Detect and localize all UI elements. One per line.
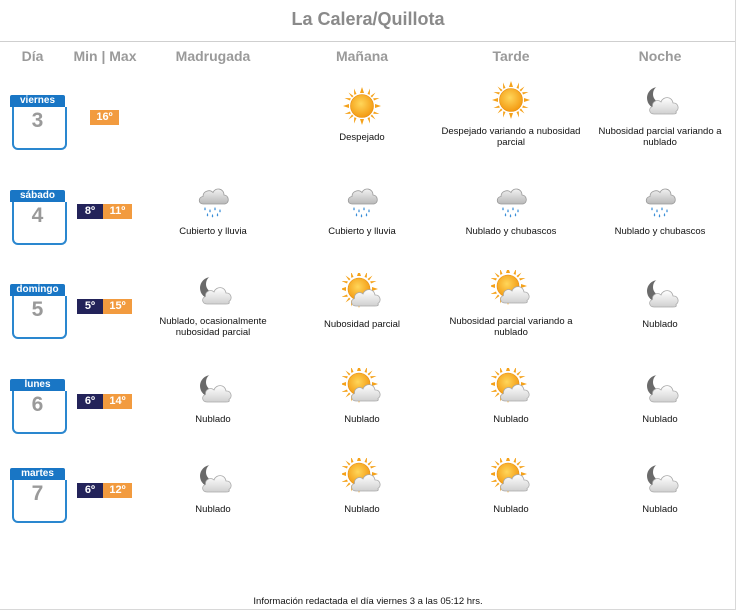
cell-madrugada [138, 180, 288, 237]
condition-text: Nublado, ocasionalmente nubosidad parcial [159, 316, 267, 338]
calendar-weekday: domingo [10, 284, 65, 296]
forecast-row [0, 455, 735, 545]
cell-tarde [436, 80, 586, 148]
moon-cloud-icon [193, 458, 233, 498]
forecast-row [0, 365, 735, 455]
condition-text: Nubosidad parcial variando a nublado [449, 316, 573, 338]
condition-text: Nublado [195, 414, 231, 425]
condition-text: Nublado [642, 319, 678, 330]
cell-tarde [436, 458, 586, 515]
sun-cloud-icon [342, 273, 382, 313]
rain-cloud-icon [193, 180, 233, 220]
temp-max: 12º [103, 483, 132, 498]
header-madrugada: Madrugada [175, 48, 251, 64]
cell-manana [287, 180, 437, 237]
cell-manana [287, 368, 437, 425]
sun-icon [342, 86, 382, 126]
header-manana: Mañana [335, 48, 389, 64]
moon-cloud-icon [640, 458, 680, 498]
cell-noche [585, 368, 735, 425]
cell-tarde [436, 368, 586, 425]
rain-cloud-icon [491, 180, 531, 220]
sun-cloud-icon [491, 368, 531, 408]
cell-madrugada [138, 368, 288, 425]
cell-madrugada [138, 458, 288, 515]
cell-manana [287, 458, 437, 515]
condition-text: Nublado [344, 414, 380, 425]
temp-min: 6º [77, 394, 103, 409]
condition-text: Nubosidad parcial variando a nublado [598, 126, 722, 148]
calendar-weekday: lunes [10, 379, 65, 391]
condition-text: Nublado y chubascos [465, 226, 557, 237]
calendar-date: 7 [31, 482, 44, 505]
temp-min: 8º [77, 204, 103, 219]
temp-min: 6º [77, 483, 103, 498]
sun-cloud-icon [342, 368, 382, 408]
header-noche: Noche [638, 48, 682, 64]
moon-cloud-icon [640, 80, 680, 120]
rain-cloud-icon [342, 180, 382, 220]
cell-noche [585, 458, 735, 515]
condition-text: Cubierto y lluvia [328, 226, 396, 237]
sun-icon [491, 80, 531, 120]
cell-tarde [436, 270, 586, 338]
condition-text: Nublado [344, 504, 380, 515]
calendar-date: 4 [31, 204, 44, 227]
cell-noche [585, 80, 735, 148]
calendar-weekday: martes [10, 468, 65, 480]
forecast-row [0, 270, 735, 360]
forecast-row [0, 80, 735, 170]
calendar-date: 5 [31, 298, 44, 321]
cell-noche [585, 180, 735, 237]
cell-noche [585, 273, 735, 330]
forecast-row [0, 175, 735, 265]
sun-cloud-icon [491, 270, 531, 310]
temp-max: 11º [103, 204, 132, 219]
condition-text: Despejado [339, 132, 385, 143]
cell-madrugada [138, 270, 288, 338]
calendar-date: 3 [31, 109, 44, 132]
page-title: La Calera/Quillota [291, 9, 445, 29]
calendar-weekday: viernes [10, 95, 65, 107]
condition-text: Nublado [642, 504, 678, 515]
condition-text: Despejado variando a nubosidad parcial [441, 126, 581, 148]
cell-tarde [436, 180, 586, 237]
condition-text: Nublado [642, 414, 678, 425]
header-minmax: Min | Max [73, 48, 137, 64]
condition-text: Nublado [195, 504, 231, 515]
footer-note: Información redactada el día viernes 3 a las 05:12 hrs. [253, 596, 483, 607]
header-tarde: Tarde [492, 48, 530, 64]
sun-cloud-icon [491, 458, 531, 498]
sun-cloud-icon [342, 458, 382, 498]
calendar-date: 6 [31, 393, 44, 416]
moon-cloud-icon [640, 368, 680, 408]
rain-cloud-icon [640, 180, 680, 220]
temp-max: 14º [103, 394, 132, 409]
moon-cloud-icon [193, 270, 233, 310]
condition-text: Nubosidad parcial [323, 319, 401, 330]
condition-text: Cubierto y lluvia [179, 226, 247, 237]
cell-manana [287, 273, 437, 330]
cell-manana [287, 86, 437, 143]
condition-text: Nublado [493, 504, 529, 515]
header-day: Día [21, 48, 44, 64]
title-divider [0, 41, 735, 42]
moon-cloud-icon [640, 273, 680, 313]
condition-text: Nublado [493, 414, 529, 425]
moon-cloud-icon [193, 368, 233, 408]
condition-text: Nublado y chubascos [614, 226, 706, 237]
calendar-weekday: sábado [10, 190, 65, 202]
temp-max: 16º [90, 110, 119, 125]
temp-min: 5º [77, 299, 103, 314]
temp-max: 15º [103, 299, 132, 314]
